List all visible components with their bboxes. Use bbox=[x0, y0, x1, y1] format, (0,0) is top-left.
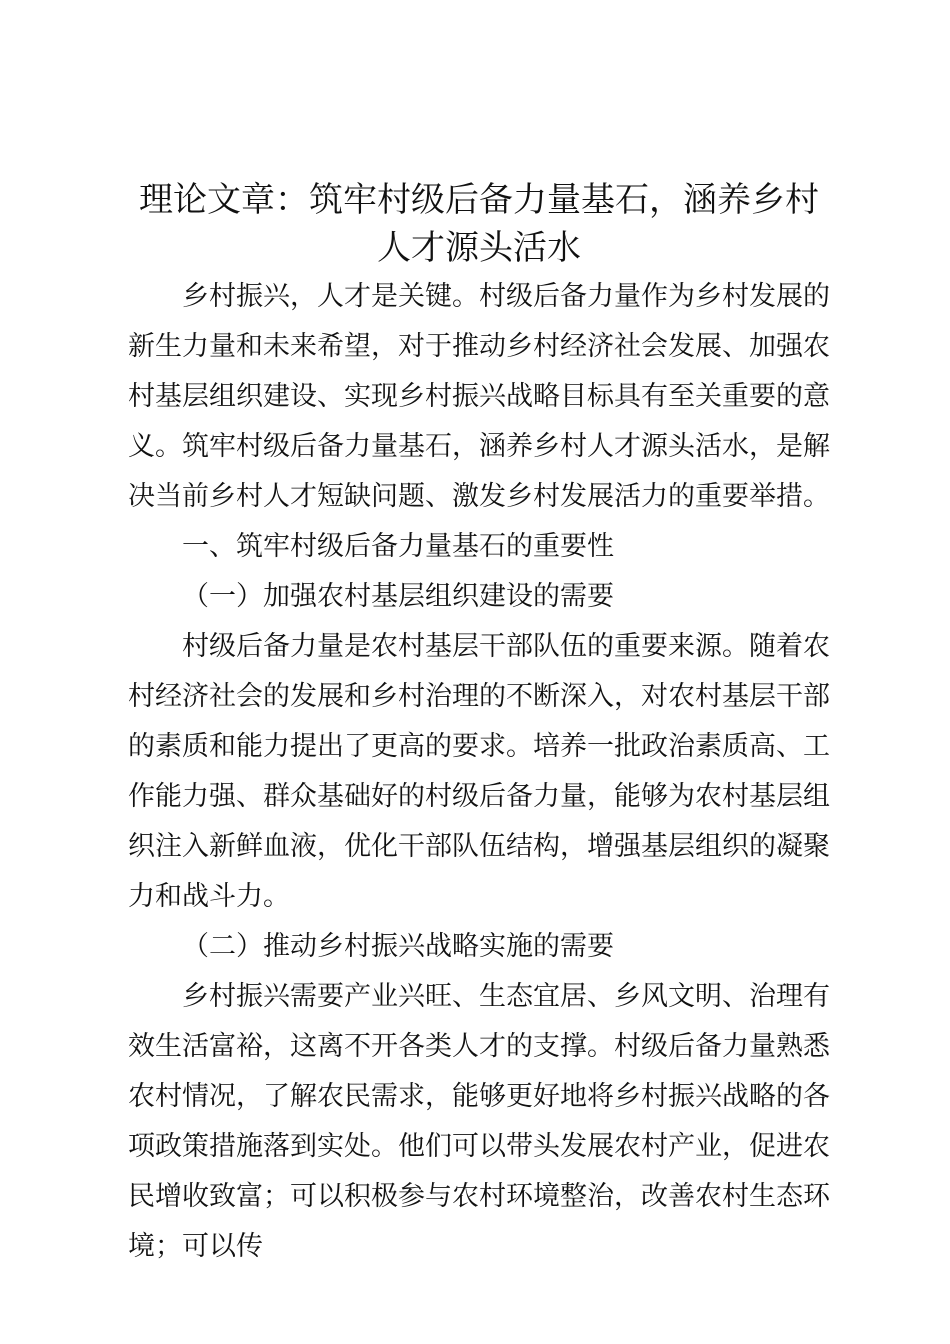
paragraph-grassroots: 村级后备力量是农村基层干部队伍的重要来源。随着农村经济社会的发展和乡村治理的不断深入，对农村基层干部的素质和能力提出了更高的要求。培养一批政治素质高、工作能力强、群众基础好的村级后备力量，能够为农村基层组织注入新鲜血液，优化干部队伍结构，增强基层组织的凝聚力和战斗力。 bbox=[128, 631, 830, 912]
document-title: 理论文章：筑牢村级后备力量基石，涵养乡村人才源头活水 bbox=[139, 180, 819, 268]
subsection-heading-2: （二）推动乡村振兴战略实施的需要 bbox=[182, 931, 614, 962]
section-heading-1: 一、筑牢村级后备力量基石的重要性 bbox=[182, 531, 614, 562]
paragraph-revitalization: 乡村振兴需要产业兴旺、生态宜居、乡风文明、治理有效生活富裕，这离不开各类人才的支撑。村级后备力量熟悉农村情况，了解农民需求，能够更好地将乡村振兴战略的各项政策措施落到实处。他们可以带头发展农村产业，促进农民增收致富；可以积极参与农村环境整治，改善农村生态环境；可以传 bbox=[128, 981, 830, 1262]
document-body bbox=[128, 176, 830, 1272]
subsection-heading-1: （一）加强农村基层组织建设的需要 bbox=[182, 581, 614, 612]
paragraph-intro: 乡村振兴，人才是关键。村级后备力量作为乡村发展的新生力量和未来希望，对于推动乡村经济社会发展、加强农村基层组织建设、实现乡村振兴战略目标具有至关重要的意义。筑牢村级后备力量基石，涵养乡村人才源头活水，是解决当前乡村人才短缺问题、激发乡村发展活力的重要举措。 bbox=[128, 281, 830, 512]
